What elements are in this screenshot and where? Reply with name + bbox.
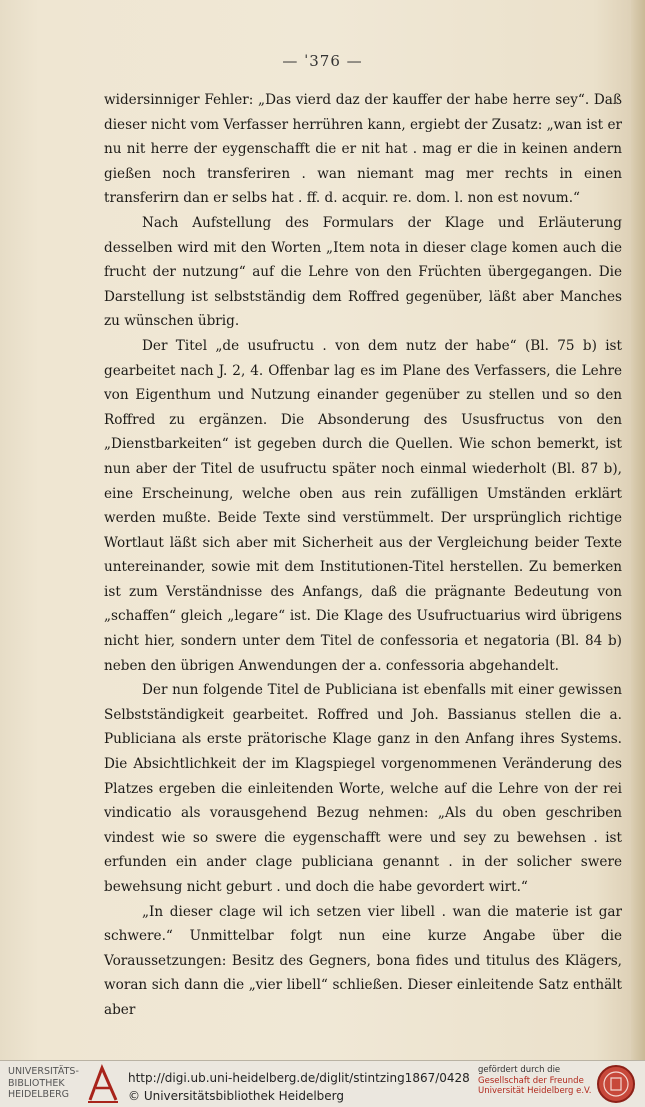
paragraph-3: Der Titel „de usufructu . von dem nutz der habe“ (Bl. 75 b) ist gearbeitet nach J. 2, 4. Offenbar lag es im Plane des Verfassers, die Lehre von Eigenthum und Nutzung einander gegenüber zu stellen und so den Roffred zu ergänzen. Die Absonderung des Ususfructus von den „Dienstbarkeiten“ ist gegeben durch die Quellen. Wie schon bemerkt, ist nun aber der Titel de usufructu später noch einmal wiederholt (Bl. 87 b), eine Erscheinung, welche oben aus rein zufälligen Umständen erklärt werden mußte. Beide Texte sind verstümmelt. Der ursprünglich richtige Wortlaut läßt sich aber mit Sicherheit aus der Vergleichung beider Texte untereinander, sowie mit dem Institutionen-Titel herstellen. Zu bemerken ist zum Verständnisse des Anfangs, daß die prägnante Bedeutung von „schaffen“ gleich „legare“ ist. Die Klage des Usufructuarius wird übrigens nicht hier, sondern unter dem Titel de confessoria et negatoria (Bl. 84 b) neben den übrigen Anwendungen der a. confessoria abgehandelt. xyxy=(104,337,622,674)
library-logo-icon[interactable] xyxy=(86,1064,120,1104)
permalink-url[interactable]: http://digi.ub.uni-heidelberg.de/diglit/stintzing1867/0428 xyxy=(128,1071,470,1085)
sponsor-credit[interactable] xyxy=(478,1065,591,1097)
university-seal-icon[interactable] xyxy=(593,1064,639,1104)
footer-bar xyxy=(0,1060,645,1107)
paragraph-1: widersinniger Fehler: „Das vierd daz der kauffer der habe herre sey“. Daß dieser nicht vom Verfasser herrühren kann, ergiebt der Zusatz: „wan ist er nu nit herre der eygenschafft die er nit hat . mag er die in keinen andern gießen noch transferiren . wan niemant mag mer rechts in einen transferirn dan er selbs hat . ff. d. acquir. re. dom. l. non est novum.“ xyxy=(104,92,622,207)
sponsor-line: Universität Heidelberg e.V. xyxy=(478,1086,592,1096)
library-logo-line: HEIDELBERG xyxy=(8,1089,70,1100)
page-edge-shadow xyxy=(631,0,645,1060)
sponsor-line: Gesellschaft der Freunde xyxy=(478,1075,584,1086)
paragraph-2: Nach Aufstellung des Formulars der Klage und Erläuterung desselben wird mit den Worten „Item nota in dieser clage komen auch die frucht der nutzung“ auf die Lehre von den Früchten übergegangen. Die Darstellung ist selbstständig dem Roffred gegenüber, läßt aber Manches zu wünschen übrig. xyxy=(104,214,622,330)
page-text-body xyxy=(104,88,622,1023)
paragraph-5: „In dieser clage wil ich setzen vier libell . wan die materie ist gar schwere.“ Unmittelbar folgt nun eine kurze Angabe über die Voraussetzungen: Besitz des Gegners, bona fides und titulus des Klägers, woran sich dann die „vier libell“ schließen. Dieser einleitende Satz enthält aber xyxy=(104,903,622,1018)
sponsor-line: gefördert durch die xyxy=(478,1065,561,1075)
copyright-notice: © Universitätsbibliothek Heidelberg xyxy=(128,1089,345,1103)
library-logo-line: BIBLIOTHEK xyxy=(8,1077,65,1089)
library-logo-text[interactable] xyxy=(8,1066,79,1101)
page-number: — ˈ376 — xyxy=(282,52,363,70)
paragraph-4: Der nun folgende Titel de Publiciana ist ebenfalls mit einer gewissen Selbstständigkeit gearbeitet. Roffred und Joh. Bassianus stellen die a. Publiciana als erste prätorische Klage ganz in den Anfang ihres Systems. Die Absichtlichkeit der im Klagspiegel vorgenommenen Veränderung des Platzes ergeben die einleitenden Worte, welche auf die Lehre von der rei vindicatio als vorausgehend Bezug nehmen: „Als du oben geschriben vindest wie so swere die eygenschafft were und sey zu bewehsen . ist erfunden ein ander clage publiciana genannt . in der solicher swere bewehsung nicht geburt . und doch die habe gevordert wirt.“ xyxy=(104,682,622,895)
library-logo-line: UNIVERSITÄTS- xyxy=(8,1066,79,1077)
